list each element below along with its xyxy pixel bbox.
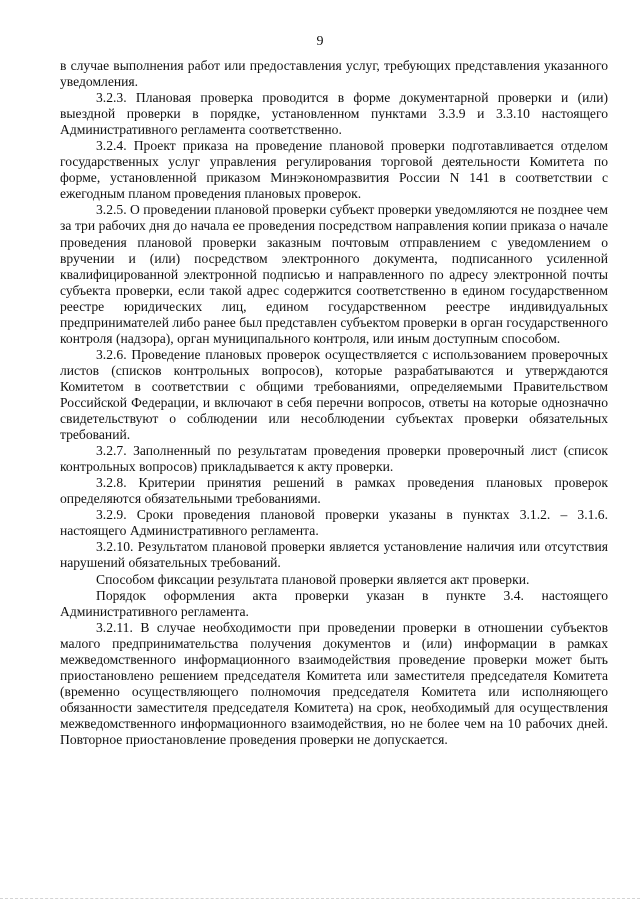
page-number: 9 [316, 34, 324, 49]
paragraph-3-2-5: 3.2.5. О проведении плановой проверки субъект проверки уведомляются не позднее чем за три рабочих дня до начала ее проведения посредством направления копии приказа о начале проведения плановой проверки заказным почтовым отправлением с уведомлением о вручении и (или) посредством электронного документа, подписанного усиленной квалифицированной электронной подписью и направленного по адресу электронной почты субъекта проверки, если такой адрес содержится соответственно в едином государственном реестре юридических лиц, едином государственном реестре индивидуальных предпринимателей либо ранее был представлен субъектом проверки в орган государственного контроля (надзора), орган муниципального контроля, или иным доступным способом. [60, 202, 608, 346]
paragraph-fixation-method: Способом фиксации результата плановой проверки является акт проверки. [96, 571, 530, 587]
paragraph-3-2-4: 3.2.4. Проект приказа на проведение плановой проверки подготавливается отделом государственных услуг управления регулирования торговой деятельности Комитета по форме, установленной приказом Минэкономразвития России N 141 в соответствии с ежегодным планом проведения плановых проверок. [60, 138, 608, 202]
paragraph-3-2-3: 3.2.3. Плановая проверка проводится в форме документарной проверки и (или) выездной проверки в порядке, установленном пунктами 3.3.9 и 3.3.10 настоящего Административного регламента соответственно. [60, 90, 608, 138]
paragraph-3-2-7: 3.2.7. Заполненный по результатам проведения проверки проверочный лист (список контрольных вопросов) прикладывается к акту проверки. [60, 443, 608, 475]
scan-bottom-edge [0, 898, 640, 905]
paragraph-3-2-6: 3.2.6. Проведение плановых проверок осуществляется с использованием проверочных листов (списков контрольных вопросов), которые разрабатываются и утверждаются Комитетом в соответствии с общими требованиями, определяемыми Правительством Российской Федерации, и включают в себя перечни вопросов, ответы на которые однозначно свидетельствуют о соблюдении или несоблюдении субъектах проверки обязательных требований. [60, 346, 608, 443]
paragraph-3-2-10: 3.2.10. Результатом плановой проверки является установление наличия или отсутствия нарушений обязательных требований. [60, 539, 608, 571]
paragraph-3-2-8: 3.2.8. Критерии принятия решений в рамках проведения плановых проверок определяются обязательными требованиями. [60, 475, 608, 507]
paragraph-3-2-11: 3.2.11. В случае необходимости при проведении проверки в отношении субъектов малого предпринимательства получения документов и (или) информации в рамках межведомственного информационного взаимодействия проведение проверки может быть приостановлено решением председателя Комитета или заместителя председателя Комитета (временно осуществляющего полномочия председателя Комитета или исполняющего обязанности заместителя председателя Комитета) на срок, необходимый для осуществления межведомственного информационного взаимодействия, но не более чем на 10 рабочих дней. Повторное приостановление проведения проверки не допускается. [60, 619, 608, 747]
paragraph-act-procedure: Порядок оформления акта проверки указан в пункте 3.4. настоящего Административного регламента. [60, 587, 608, 619]
paragraph-3-2-9: 3.2.9. Сроки проведения плановой проверки указаны в пунктах 3.1.2. – 3.1.6. настоящего Административного регламента. [60, 507, 608, 539]
paragraph-continuation: в случае выполнения работ или предоставления услуг, требующих представления указанного уведомления. [60, 58, 608, 90]
document-body [60, 58, 608, 748]
